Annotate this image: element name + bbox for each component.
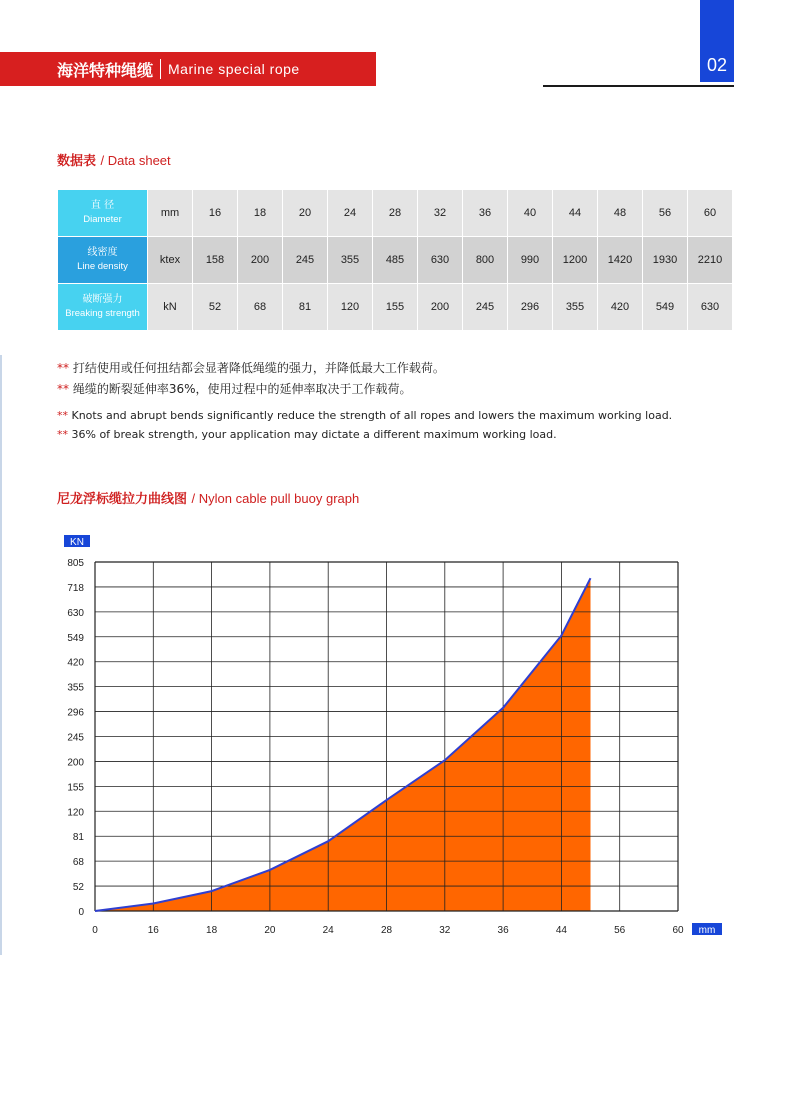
y-tick-label: 81 — [72, 832, 84, 844]
y-tick-label: 200 — [67, 757, 84, 769]
y-axis-label: KN — [70, 537, 84, 548]
row-label-cn: 破断强力 — [82, 294, 123, 305]
datasheet-heading-cn: 数据表 — [57, 154, 97, 169]
table-cell: 420 — [598, 284, 643, 331]
table-cell: 2210 — [688, 237, 733, 284]
row-unit: mm — [148, 190, 193, 237]
table-cell: 245 — [463, 284, 508, 331]
table-cell: 48 — [598, 190, 643, 237]
table-cell: 355 — [328, 237, 373, 284]
table-cell: 990 — [508, 237, 553, 284]
table-cell: 155 — [373, 284, 418, 331]
table-cell: 630 — [688, 284, 733, 331]
x-tick-label: 56 — [614, 925, 626, 936]
y-tick-label: 120 — [67, 807, 84, 819]
x-tick-label: 20 — [264, 925, 276, 936]
y-tick-label: 549 — [67, 632, 84, 644]
table-cell: 245 — [283, 237, 328, 284]
title-cn: 海洋特种绳缆 — [57, 60, 154, 80]
y-tick-label: 718 — [67, 582, 84, 594]
table-cell: 1420 — [598, 237, 643, 284]
table-cell: 28 — [373, 190, 418, 237]
x-tick-label: 36 — [497, 925, 509, 936]
x-tick-label: 32 — [439, 925, 451, 936]
table-cell: 68 — [238, 284, 283, 331]
note-marker: ** — [57, 361, 69, 375]
note-en-1-text: Knots and abrupt bends significantly reduce the strength of all ropes and lowers the maximum working load. — [71, 409, 673, 422]
table-cell: 200 — [238, 237, 283, 284]
x-axis-label: mm — [698, 925, 716, 936]
table-cell: 800 — [463, 237, 508, 284]
table-cell: 120 — [328, 284, 373, 331]
table-cell: 56 — [643, 190, 688, 237]
y-tick-label: 355 — [67, 682, 84, 694]
page-number: 02 — [706, 55, 728, 75]
table-cell: 1930 — [643, 237, 688, 284]
x-tick-label: 44 — [555, 925, 567, 936]
x-tick-label: 28 — [380, 925, 393, 936]
graph-heading-en: / Nylon cable pull buoy graph — [191, 491, 360, 506]
table-cell: 549 — [643, 284, 688, 331]
datasheet-heading-en: / Data sheet — [100, 153, 171, 168]
x-tick-label: 60 — [672, 925, 684, 936]
table-cell: 44 — [553, 190, 598, 237]
x-tick-label: 18 — [206, 925, 218, 936]
table-cell: 296 — [508, 284, 553, 331]
graph-heading-cn: 尼龙浮标缆拉力曲线图 — [57, 492, 188, 507]
y-tick-label: 155 — [67, 782, 84, 794]
table-cell: 18 — [238, 190, 283, 237]
row-label-cn: 线密度 — [87, 247, 118, 258]
row-label-en: Diameter — [83, 214, 122, 225]
row-unit: ktex — [148, 237, 193, 284]
table-cell: 36 — [463, 190, 508, 237]
table-cell: 81 — [283, 284, 328, 331]
row-label-en: Line density — [77, 261, 128, 272]
table-cell: 40 — [508, 190, 553, 237]
note-marker: ** — [57, 428, 68, 441]
table-cell: 355 — [553, 284, 598, 331]
table-cell: 200 — [418, 284, 463, 331]
y-tick-label: 420 — [67, 657, 84, 669]
note-en-2-text: 36% of break strength, your application may dictate a different maximum working load. — [71, 428, 557, 441]
y-tick-label: 0 — [78, 907, 84, 918]
y-tick-label: 245 — [67, 732, 84, 744]
row-label-cn: 直 径 — [90, 200, 115, 211]
x-tick-label: 24 — [322, 925, 334, 936]
note-marker: ** — [57, 409, 68, 422]
table-cell: 16 — [193, 190, 238, 237]
table-cell: 20 — [283, 190, 328, 237]
row-label-en: Breaking strength — [65, 308, 140, 319]
table-cell: 485 — [373, 237, 418, 284]
y-tick-label: 630 — [67, 607, 84, 619]
table-cell: 60 — [688, 190, 733, 237]
table-cell: 630 — [418, 237, 463, 284]
table-cell: 52 — [193, 284, 238, 331]
y-tick-label: 52 — [72, 882, 84, 894]
table-cell: 158 — [193, 237, 238, 284]
note-marker: ** — [57, 382, 69, 396]
x-tick-label: 0 — [92, 925, 98, 936]
x-tick-label: 16 — [147, 925, 159, 936]
note-cn-1-text: 打结使用或任何扭结都会显著降低绳缆的强力，并降低最大工作载荷。 — [72, 361, 445, 375]
table-cell: 32 — [418, 190, 463, 237]
y-tick-label: 805 — [67, 558, 84, 569]
note-cn-2-text: 绳缆的断裂延伸率36%，使用过程中的延伸率取决于工作载荷。 — [72, 382, 412, 396]
table-cell: 24 — [328, 190, 373, 237]
y-tick-label: 68 — [72, 857, 84, 869]
table-cell: 1200 — [553, 237, 598, 284]
title-en: Marine special rope — [168, 61, 300, 77]
y-tick-label: 296 — [67, 707, 84, 719]
row-unit: kN — [148, 284, 193, 331]
